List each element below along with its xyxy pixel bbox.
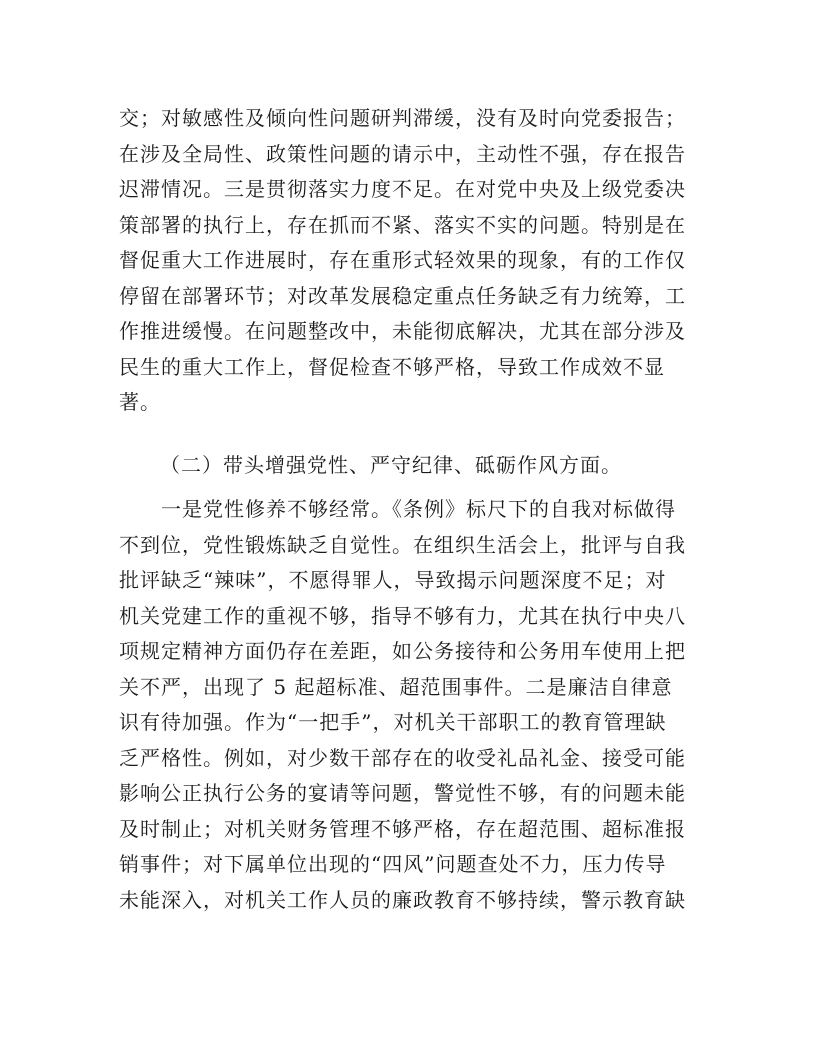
text-line: 迟滞情况。三是贯彻落实力度不足。在对党中央及上级党委决 — [119, 177, 686, 201]
section-heading-text: （二）带头增强党性、严守纪律、砥砺作风方面。 — [160, 453, 622, 477]
paragraph-party-spirit — [119, 492, 696, 918]
text-line: 民生的重大工作上，督促检查不够严格，导致工作成效不显 — [119, 354, 665, 379]
text-line: 作推进缓慢。在问题整改中，未能彻底解决，尤其在部分涉及 — [119, 319, 686, 343]
text-line: 机关党建工作的重视不够，指导不够有力，尤其在执行中央八 — [119, 603, 686, 628]
text-line: 交；对敏感性及倾向性问题研判滞缓，没有及时向党委报告； — [119, 106, 686, 130]
text-line: 关不严，出现了 5 起超标准、超范围事件。二是廉洁自律意 — [119, 674, 673, 699]
text-line: 停留在部署环节；对改革发展稳定重点任务缺乏有力统筹，工 — [119, 283, 686, 308]
text-line: 不到位，党性锻炼缺乏自觉性。在组织生活会上，批评与自我 — [119, 532, 686, 557]
paragraph-continuation — [119, 101, 696, 421]
text-line: 在涉及全局性、政策性问题的请示中，主动性不强，存在报告 — [119, 141, 686, 166]
text-line: 一是党性修养不够经常。《条例》标尺下的自我对标做得 — [119, 497, 676, 521]
section-heading — [119, 448, 696, 484]
text-line: 乏严格性。例如，对少数干部存在的收受礼品礼金、接受可能 — [119, 745, 686, 770]
text-line: 及时制止；对机关财务管理不够严格，存在超范围、超标准报 — [119, 816, 686, 841]
text-line: 督促重大工作进展时，存在重形式轻效果的现象，有的工作仅 — [119, 248, 686, 272]
text-line: 识有待加强。作为“一把手”，对机关干部职工的教育管理缺 — [119, 710, 667, 734]
text-line: 项规定精神方面仍存在差距，如公务接待和公务用车使用上把 — [119, 639, 686, 663]
text-line: 未能深入，对机关工作人员的廉政教育不够持续，警示教育缺 — [119, 887, 686, 912]
text-line: 影响公正执行公务的宴请等问题，警觉性不够，有的问题未能 — [119, 781, 686, 805]
text-line: 批评缺乏“辣味”，不愿得罪人，导致揭示问题深度不足；对 — [119, 568, 667, 592]
text-line: 销事件；对下属单位出现的“四风”问题查处不力，压力传导 — [119, 852, 667, 876]
text-line: 策部署的执行上，存在抓而不紧、落实不实的问题。特别是在 — [119, 212, 686, 237]
text-line: 著。 — [119, 390, 161, 414]
